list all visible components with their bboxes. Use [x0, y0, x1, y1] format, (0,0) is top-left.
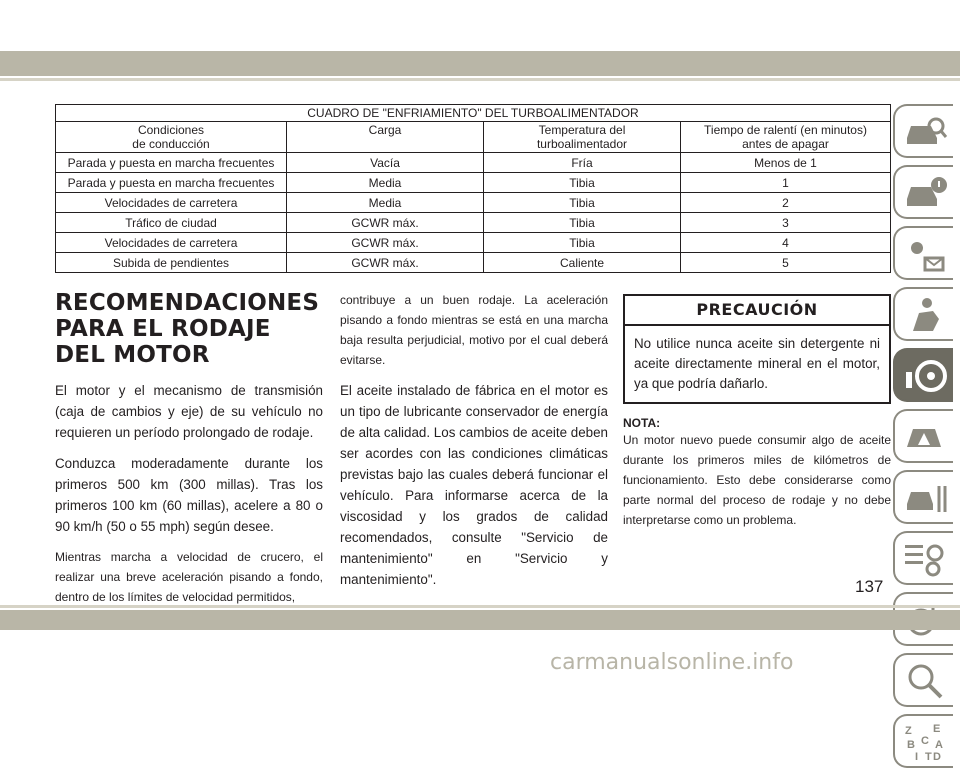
watermark: carmanualsonline.info — [550, 650, 794, 675]
table-row — [56, 173, 891, 193]
table-cell: GCWR máx. — [287, 233, 484, 253]
index-letter: Z — [905, 725, 912, 737]
table-cell: Tibia — [484, 213, 681, 233]
table-cell: 5 — [681, 253, 891, 273]
tab-emergency[interactable] — [893, 409, 953, 463]
column-middle — [340, 290, 608, 600]
table-cell: Media — [287, 173, 484, 193]
table-row — [56, 193, 891, 213]
index-letter: D — [933, 751, 941, 762]
car-tools-icon — [903, 478, 949, 518]
top-decorative-line — [0, 78, 960, 81]
column-right — [623, 294, 891, 530]
caution-text: No utilice nunca aceite sin detergente ni aceite directamente mineral en el motor, ya que podría dañarlo. — [634, 336, 880, 391]
table-row — [56, 253, 891, 273]
caution-title: PRECAUCIÓN — [625, 296, 889, 326]
paragraph-moderate-driving: Conduzca moderadamente durante los primeros 500 km (300 millas). Tras los primeros 100 km (60 millas), acelere a 80 o 90 km/h (50 o 55 mph) según desee. — [55, 456, 323, 534]
table-cell: Media — [287, 193, 484, 213]
table-cell: Vacía — [287, 153, 484, 173]
section-heading: RECOMENDACIONES PARA EL RODAJE DEL MOTOR — [55, 290, 320, 368]
tab-car-search[interactable] — [893, 104, 953, 158]
tab-car-info[interactable] — [893, 165, 953, 219]
paragraph-oil: El aceite instalado de fábrica en el motor es un tipo de lubricante conservador de energía de alta calidad. Los cambios de aceite deben ser acordes con las condiciones climáticas previstas bajo las cuales deberá funcionar el vehículo. Para informarse acerca de la viscosidad y los grados de calidad recomendados, consulte "Servicio de mantenimiento" en "Servicio y mantenimiento". — [340, 383, 608, 587]
steering-wheel-icon — [903, 356, 949, 396]
table-cell: 3 — [681, 213, 891, 233]
table-header-idle-time: Tiempo de ralentí (en minutos) antes de apagar — [681, 122, 891, 153]
table-row — [56, 153, 891, 173]
search-icon — [903, 661, 949, 701]
chapter-tabs — [893, 104, 955, 775]
table-cell: Subida de pendientes — [56, 253, 287, 273]
table-cell: GCWR máx. — [287, 253, 484, 273]
table-cell: Tibia — [484, 233, 681, 253]
table-cell: Velocidades de carretera — [56, 193, 287, 213]
table-cell: Caliente — [484, 253, 681, 273]
tab-safety[interactable] — [893, 287, 953, 341]
table-header-temperature: Temperatura del turboalimentador — [484, 122, 681, 153]
bottom-decorative-band — [0, 610, 960, 630]
tab-starting-operating[interactable] — [893, 348, 953, 402]
warning-lights-icon — [903, 234, 949, 274]
tab-maintenance[interactable] — [893, 531, 953, 585]
tab-service[interactable] — [893, 470, 953, 524]
safety-airbag-icon — [903, 295, 949, 335]
index-letter: C — [921, 735, 929, 747]
table-cell: 2 — [681, 193, 891, 213]
paragraph-cruising: Mientras marcha a velocidad de crucero, el realizar una breve aceleración pisando a fondo, dentro de los límites de velocidad permitidos, — [55, 550, 323, 604]
table-header-conditions: Condiciones de conducción — [56, 122, 287, 153]
table-cell: Tibia — [484, 173, 681, 193]
tab-warning-lights[interactable] — [893, 226, 953, 280]
table-cell: Velocidades de carretera — [56, 233, 287, 253]
table-header-load: Carga — [287, 122, 484, 153]
index-icon — [903, 722, 949, 762]
top-margin — [0, 0, 960, 50]
table-cell: Parada y puesta en marcha frecuentes — [56, 153, 287, 173]
table-cell: Fría — [484, 153, 681, 173]
table-cell: GCWR máx. — [287, 213, 484, 233]
index-letter: E — [933, 723, 941, 735]
table-cell: Tibia — [484, 193, 681, 213]
table-title: CUADRO DE "ENFRIAMIENTO" DEL TURBOALIMENTADOR — [56, 105, 891, 122]
table-cell: Tráfico de ciudad — [56, 213, 287, 233]
service-gears-icon — [903, 539, 949, 579]
index-letter: B — [907, 739, 915, 751]
turbo-cooldown-table — [55, 104, 891, 273]
table-row — [56, 233, 891, 253]
index-letter: T — [925, 751, 932, 762]
table-cell: 4 — [681, 233, 891, 253]
note-text: Un motor nuevo puede consumir algo de aceite durante los primeros miles de kilómetros de funcionamiento. Esto debe considerarse como parte normal del proceso de rodaje y no debe interpretarse como un problema. — [623, 433, 891, 527]
tab-search[interactable] — [893, 653, 953, 707]
index-letter: A — [935, 739, 943, 751]
table-row — [56, 213, 891, 233]
tab-index[interactable] — [893, 714, 953, 768]
table-cell: 1 — [681, 173, 891, 193]
bottom-decorative-line — [0, 605, 960, 608]
note-label: NOTA: — [623, 416, 661, 430]
table-cell: Menos de 1 — [681, 153, 891, 173]
index-letter: I — [915, 751, 919, 762]
paragraph-intro: El motor y el mecanismo de transmisión (caja de cambios y eje) de su vehículo no requieren un período prolongado de rodaje. — [55, 383, 323, 440]
car-search-icon — [903, 112, 949, 152]
paragraph-cruising-cont: contribuye a un buen rodaje. La aceleración pisando a fondo mientras se está en una marcha baja resulta perjudicial, motivo por el cual deberá evitarse. — [340, 293, 608, 367]
table-cell: Parada y puesta en marcha frecuentes — [56, 173, 287, 193]
car-info-icon — [903, 173, 949, 213]
caution-box — [623, 294, 891, 404]
column-left — [55, 290, 323, 617]
page-number: 137 — [855, 577, 884, 596]
car-hazard-icon — [903, 417, 949, 457]
top-decorative-band — [0, 51, 960, 76]
